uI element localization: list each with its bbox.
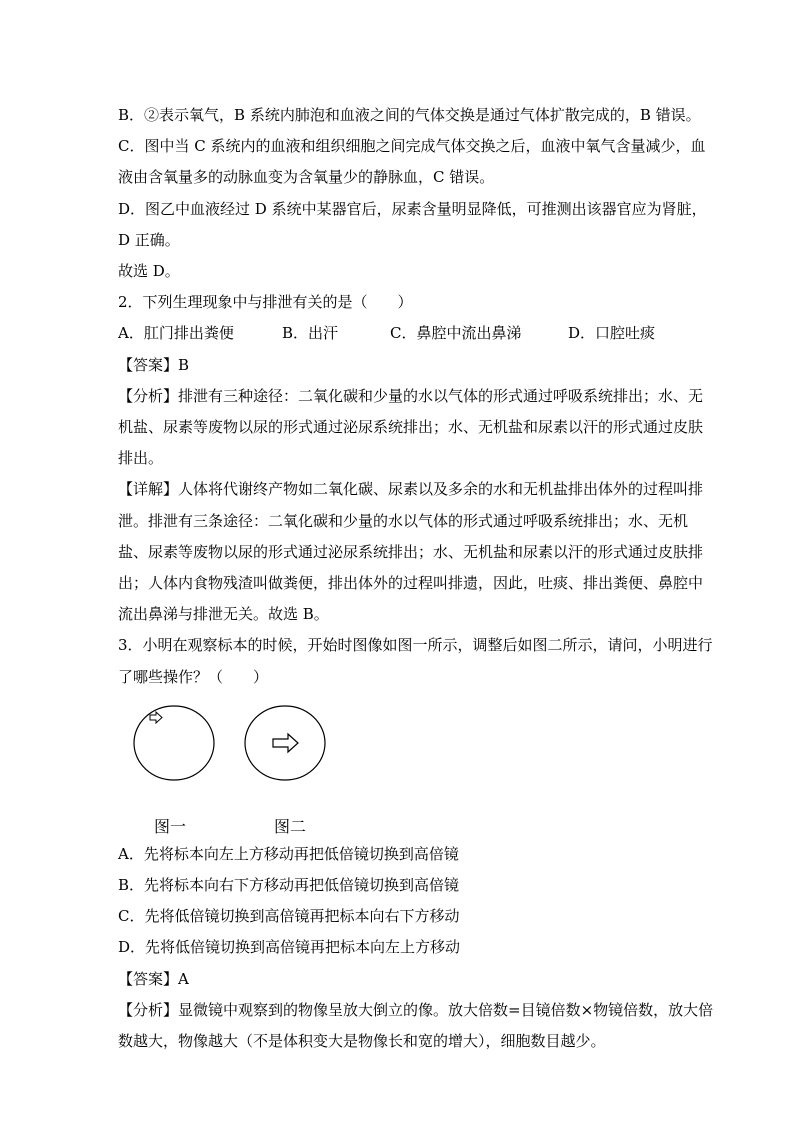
option-c: C．鼻腔中流出鼻涕 — [390, 324, 522, 343]
analysis-line: 数越大，物像越大（不是体积变大是物像长和宽的增大），细胞数目越少。 — [118, 1032, 606, 1051]
text-line: B．②表示氧气，B 系统内肺泡和血液之间的气体交换是通过气体扩散完成的，B 错误。 — [118, 106, 701, 124]
option-d: D．先将低倍镜切换到高倍镜再把标本向左上方移动 — [118, 938, 461, 957]
detail-line: 盐、尿素等废物以尿的形式通过泌尿系统排出；水、无机盐和尿素以汗的形式通过皮肤排 — [118, 542, 704, 561]
text-line: D．图乙中血液经过 D 系统中某器官后，尿素含量明显降低，可推测出该器官应为肾脏， — [118, 199, 707, 218]
option-a: A．肛门排出粪便 — [118, 324, 234, 343]
question-2-answer: 【答案】B — [118, 355, 190, 374]
option-c: C．先将低倍镜切换到高倍镜再把标本向右下方移动 — [118, 907, 460, 926]
document-page — [118, 100, 714, 1057]
figure-1-field — [134, 706, 214, 780]
question-3-answer: 【答案】A — [118, 969, 189, 988]
option-d: D．口腔吐痰 — [568, 324, 656, 343]
text-line: C．图中当 C 系统内的血液和组织细胞之间完成气体交换之后，血液中氧气含量减少，血 — [118, 137, 706, 156]
detail-line: 泄。排泄有三条途径：二氧化碳和少量的水以气体的形式通过呼吸系统排出；水、无机 — [118, 511, 689, 530]
figure-svg — [118, 699, 338, 809]
question-2-options — [118, 318, 678, 349]
figure-1-caption: 图一 — [154, 816, 187, 836]
text-line: D 正确。 — [118, 230, 180, 249]
figure-2-arrow-icon — [273, 734, 298, 752]
detail-line: 出；人体内食物残渣叫做粪便，排出体外的过程叫排遗，因此，吐痰、排出粪便、鼻腔中 — [118, 574, 704, 593]
analysis-line: 【分析】显微镜中观察到的物像呈放大倒立的像。放大倍数=目镜倍数×物镜倍数，放大倍 — [118, 1000, 714, 1019]
figure-2-caption: 图二 — [274, 816, 307, 836]
analysis-line: 机盐、尿素等废物以尿的形式通过泌尿系统排出；水、无机盐和尿素以汗的形式通过皮肤 — [118, 418, 704, 437]
figure-2-field — [245, 706, 325, 780]
question-3-stem: 3．小明在观察标本的时候，开始时图像如图一所示，调整后如图二所示，请问，小明进行 — [118, 636, 713, 655]
option-b: B．先将标本向右下方移动再把低倍镜切换到高倍镜 — [118, 876, 460, 895]
question-3-stem: 了哪些操作？（ ） — [118, 667, 269, 686]
text-line: 故选 D。 — [118, 262, 180, 281]
spacer — [118, 809, 678, 839]
microscope-figures — [118, 699, 678, 836]
option-a: A．先将标本向左上方移动再把低倍镜切换到高倍镜 — [118, 844, 459, 863]
option-b: B．出汗 — [282, 324, 339, 343]
analysis-line: 【分析】排泄有三种途径：二氧化碳和少量的水以气体的形式通过呼吸系统排出；水、无 — [118, 386, 704, 405]
figure-1-arrow-icon — [150, 712, 162, 723]
text-line: 液由含氧量多的动脉血变为含氧量少的静脉血，C 错误。 — [118, 168, 495, 187]
detail-line: 流出鼻涕与排泄无关。故选 B。 — [118, 605, 329, 624]
question-2-stem: 2．下列生理现象中与排泄有关的是（ ） — [118, 293, 413, 312]
analysis-line: 排出。 — [118, 449, 164, 468]
detail-line: 【详解】人体将代谢终产物如二氧化碳、尿素以及多余的水和无机盐排出体外的过程叫排 — [118, 480, 704, 499]
